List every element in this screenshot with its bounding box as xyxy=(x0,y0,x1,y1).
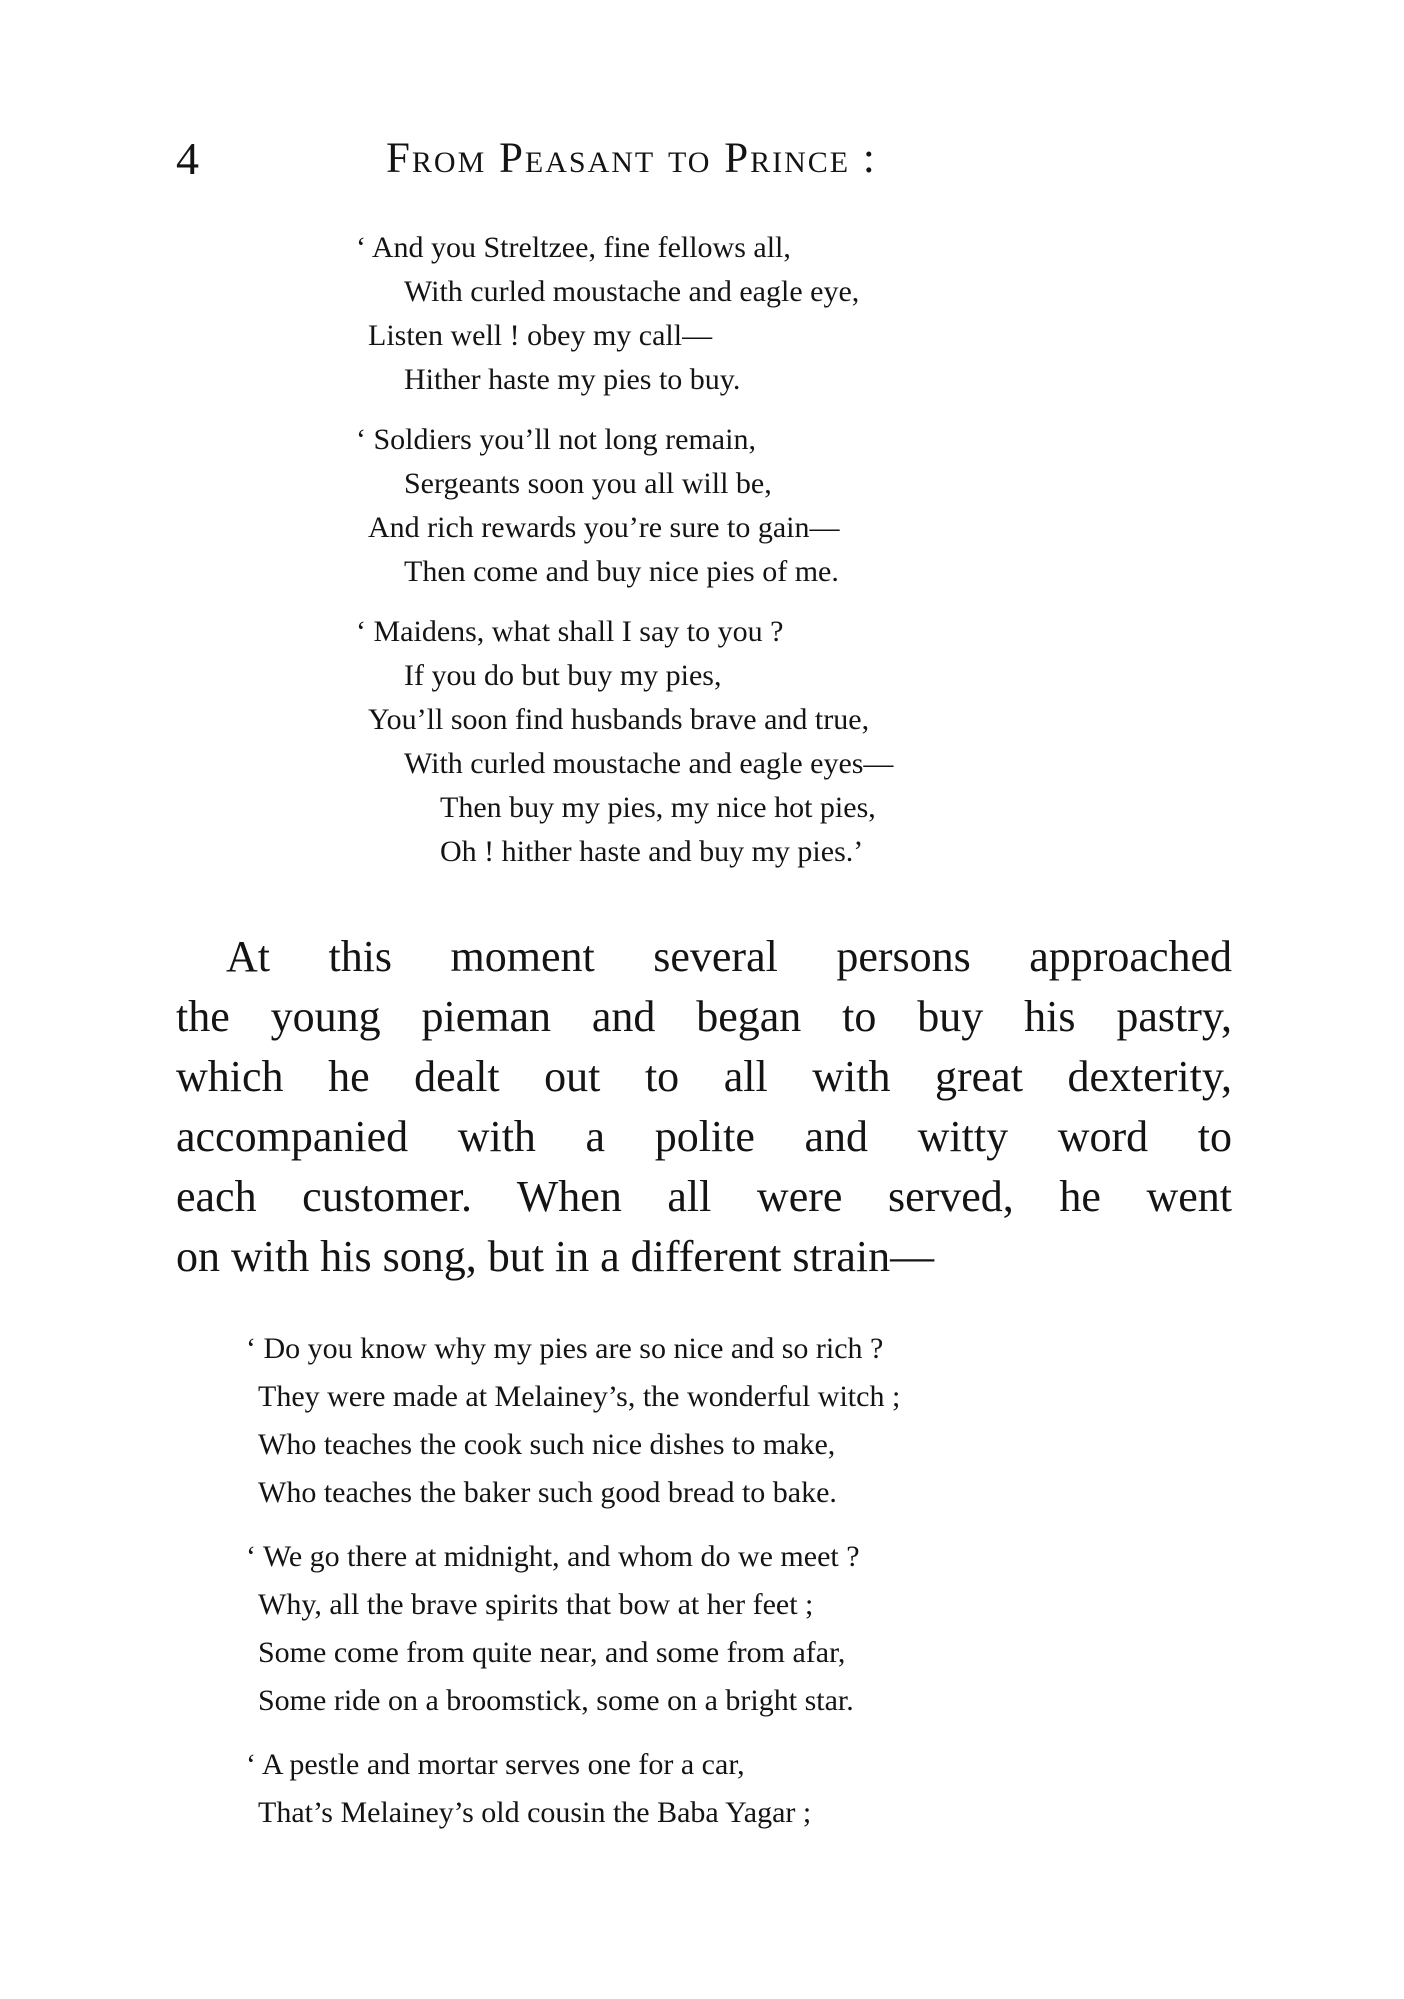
poem-upper xyxy=(356,226,893,874)
page-number: 4 xyxy=(176,133,199,184)
verse-line: Hither haste my pies to buy. xyxy=(404,363,741,396)
verse-line: Some ride on a broomstick, some on a bright star. xyxy=(258,1684,854,1717)
verse-line: They were made at Melainey’s, the wonderful witch ; xyxy=(258,1380,901,1413)
stanza xyxy=(246,1325,900,1517)
verse-line: ‘ A pestle and mortar serves one for a car, xyxy=(246,1748,745,1781)
prose-paragraph xyxy=(176,927,1232,1287)
stanza xyxy=(356,226,893,402)
verse-line: With curled moustache and eagle eye, xyxy=(404,275,860,308)
stanza xyxy=(356,418,893,594)
verse-line: Why, all the brave spirits that bow at her feet ; xyxy=(258,1588,814,1621)
verse-line: If you do but buy my pies, xyxy=(404,659,722,692)
verse-line: Who teaches the cook such nice dishes to make, xyxy=(258,1428,836,1461)
verse-line: Who teaches the baker such good bread to bake. xyxy=(258,1476,837,1509)
verse-line: Then buy my pies, my nice hot pies, xyxy=(440,791,876,824)
verse-line: ‘ Maidens, what shall I say to you ? xyxy=(356,615,784,648)
verse-line: And rich rewards you’re sure to gain— xyxy=(368,511,840,544)
verse-line: ‘ We go there at midnight, and whom do we meet ? xyxy=(246,1540,860,1573)
verse-line: Then come and buy nice pies of me. xyxy=(404,555,839,588)
stanza xyxy=(246,1533,900,1725)
verse-line: Oh ! hither haste and buy my pies.’ xyxy=(440,835,864,868)
verse-line: That’s Melainey’s old cousin the Baba Yagar ; xyxy=(258,1796,812,1829)
verse-line: ‘ Do you know why my pies are so nice and so rich ? xyxy=(246,1332,884,1365)
verse-line: ‘ Soldiers you’ll not long remain, xyxy=(356,423,756,456)
prose-line: accompanied with a polite and witty word to xyxy=(176,1112,1232,1161)
prose-line: the young pieman and began to buy his pastry, xyxy=(176,992,1232,1041)
verse-line: With curled moustache and eagle eyes— xyxy=(404,747,894,780)
poem-lower xyxy=(246,1325,900,1837)
prose-line: which he dealt out to all with great dexterity, xyxy=(176,1052,1232,1101)
stanza xyxy=(246,1741,900,1837)
verse-line: ‘ And you Streltzee, fine fellows all, xyxy=(356,231,791,264)
stanza xyxy=(356,610,893,874)
prose-line: each customer. When all were served, he went xyxy=(176,1172,1232,1221)
running-title: From Peasant to Prince : xyxy=(386,135,877,182)
verse-line: You’ll soon find husbands brave and true, xyxy=(368,703,870,736)
verse-line: Sergeants soon you all will be, xyxy=(404,467,772,500)
verse-line: Listen well ! obey my call— xyxy=(368,319,713,352)
verse-line: Some come from quite near, and some from afar, xyxy=(258,1636,846,1669)
prose-line: on with his song, but in a different strain— xyxy=(176,1232,935,1281)
prose-line: At this moment several persons approached xyxy=(226,932,1232,981)
